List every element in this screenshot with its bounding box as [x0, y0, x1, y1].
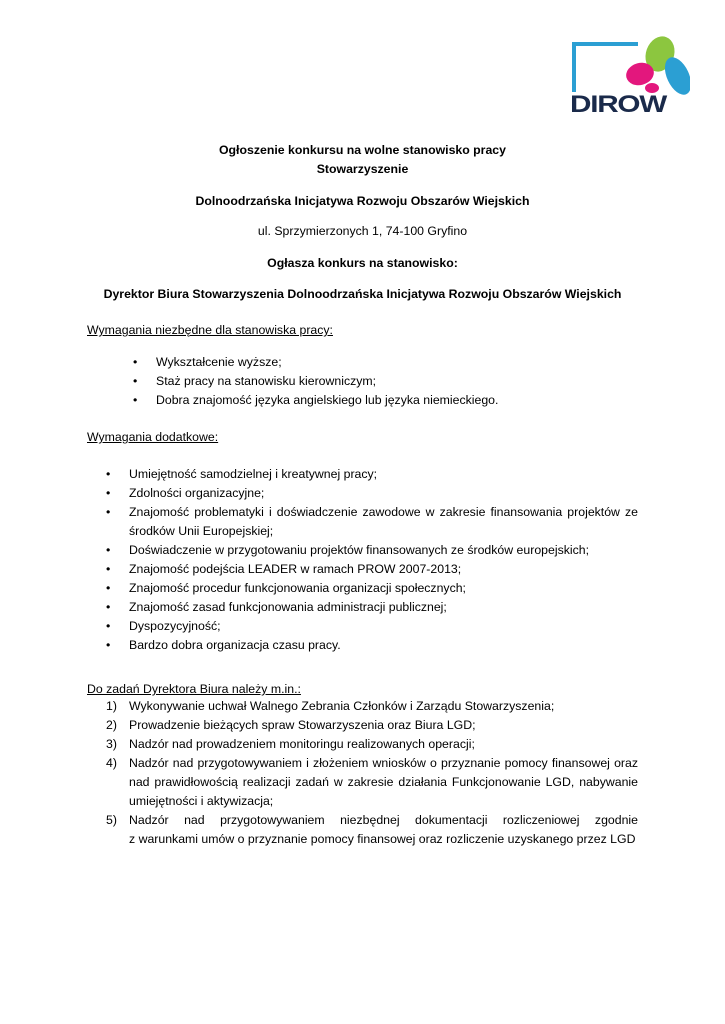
list-item: 4) Nadzór nad przygotowywaniem i złożeniem wniosków o przyznanie pomocy finansowej oraz nad prawidłowością realizacji zadań w zakresie działania Funkcjonowanie LGD, nabywanie umiejętności i aktywizacja;	[106, 756, 638, 808]
header-address: ul. Sprzymierzonych 1, 74-100 Gryfino	[257, 224, 468, 238]
list-item: • Znajomość problematyki i doświadczenie zawodowe w zakresie finansowania projektów ze	[106, 505, 638, 519]
list-item: • Dobra znajomość języka angielskiego lub języka niemieckiego.	[133, 393, 499, 407]
header-position: Dyrektor Biura Stowarzyszenia Dolnoodrzańska Inicjatywa Rozwoju Obszarów Wiejskich	[103, 287, 622, 301]
list-item: • Doświadczenie w przygotowaniu projektów finansowanych ze środków europejskich;	[106, 543, 589, 557]
required-list	[133, 353, 593, 410]
list-item: • Zdolności organizacyjne;	[106, 486, 265, 500]
list-item: 1) Wykonywanie uchwał Walnego Zebrania Członków i Zarządu Stowarzyszenia;	[106, 699, 555, 713]
list-item: • Znajomość podejścia LEADER w ramach PROW 2007-2013;	[106, 562, 462, 576]
duties-list	[106, 697, 638, 849]
header-line1: Ogłoszenie konkursu na wolne stanowisko pracy	[218, 143, 506, 157]
additional-list	[106, 465, 638, 655]
list-item: 5) Nadzór nad przygotowywaniem niezbędnej dokumentacji rozliczeniowej zgodnie z warunkami umów o przyznanie pomocy finansowej oraz rozliczenie uzyskanego przez LGD	[106, 813, 638, 846]
required-heading: Wymagania niezbędne dla stanowiska pracy:	[87, 323, 333, 337]
list-item: • Bardzo dobra organizacja czasu pracy.	[106, 638, 341, 652]
list-item-continuation: środków Unii Europejskiej;	[129, 524, 274, 538]
list-item: • Umiejętność samodzielnej i kreatywnej pracy;	[106, 467, 378, 481]
logo-frame	[574, 44, 638, 92]
list-item: • Wykształcenie wyższe;	[133, 355, 282, 369]
list-item: • Znajomość zasad funkcjonowania administracji publicznej;	[106, 600, 447, 614]
duties-heading: Do zadań Dyrektora Biura należy m.in.:	[87, 682, 301, 696]
dirow-logo	[560, 30, 690, 125]
list-item: • Dyspozycyjność;	[106, 619, 221, 633]
header-org: Dolnoodrzańska Inicjatywa Rozwoju Obszarów Wiejskich	[195, 194, 530, 208]
list-item: • Znajomość procedur funkcjonowania organizacji społecznych;	[106, 581, 466, 595]
logo-text: DIROW	[570, 91, 668, 118]
list-item: • Staż pracy na stanowisku kierowniczym;	[133, 374, 377, 388]
additional-heading: Wymagania dodatkowe:	[87, 430, 219, 444]
list-item: 2) Prowadzenie bieżących spraw Stowarzyszenia oraz Biura LGD;	[106, 718, 476, 732]
list-item: 3) Nadzór nad prowadzeniem monitoringu realizowanych operacji;	[106, 737, 475, 751]
header-announce: Ogłasza konkurs na stanowisko:	[267, 256, 458, 270]
header-line2: Stowarzyszenie	[316, 162, 409, 176]
